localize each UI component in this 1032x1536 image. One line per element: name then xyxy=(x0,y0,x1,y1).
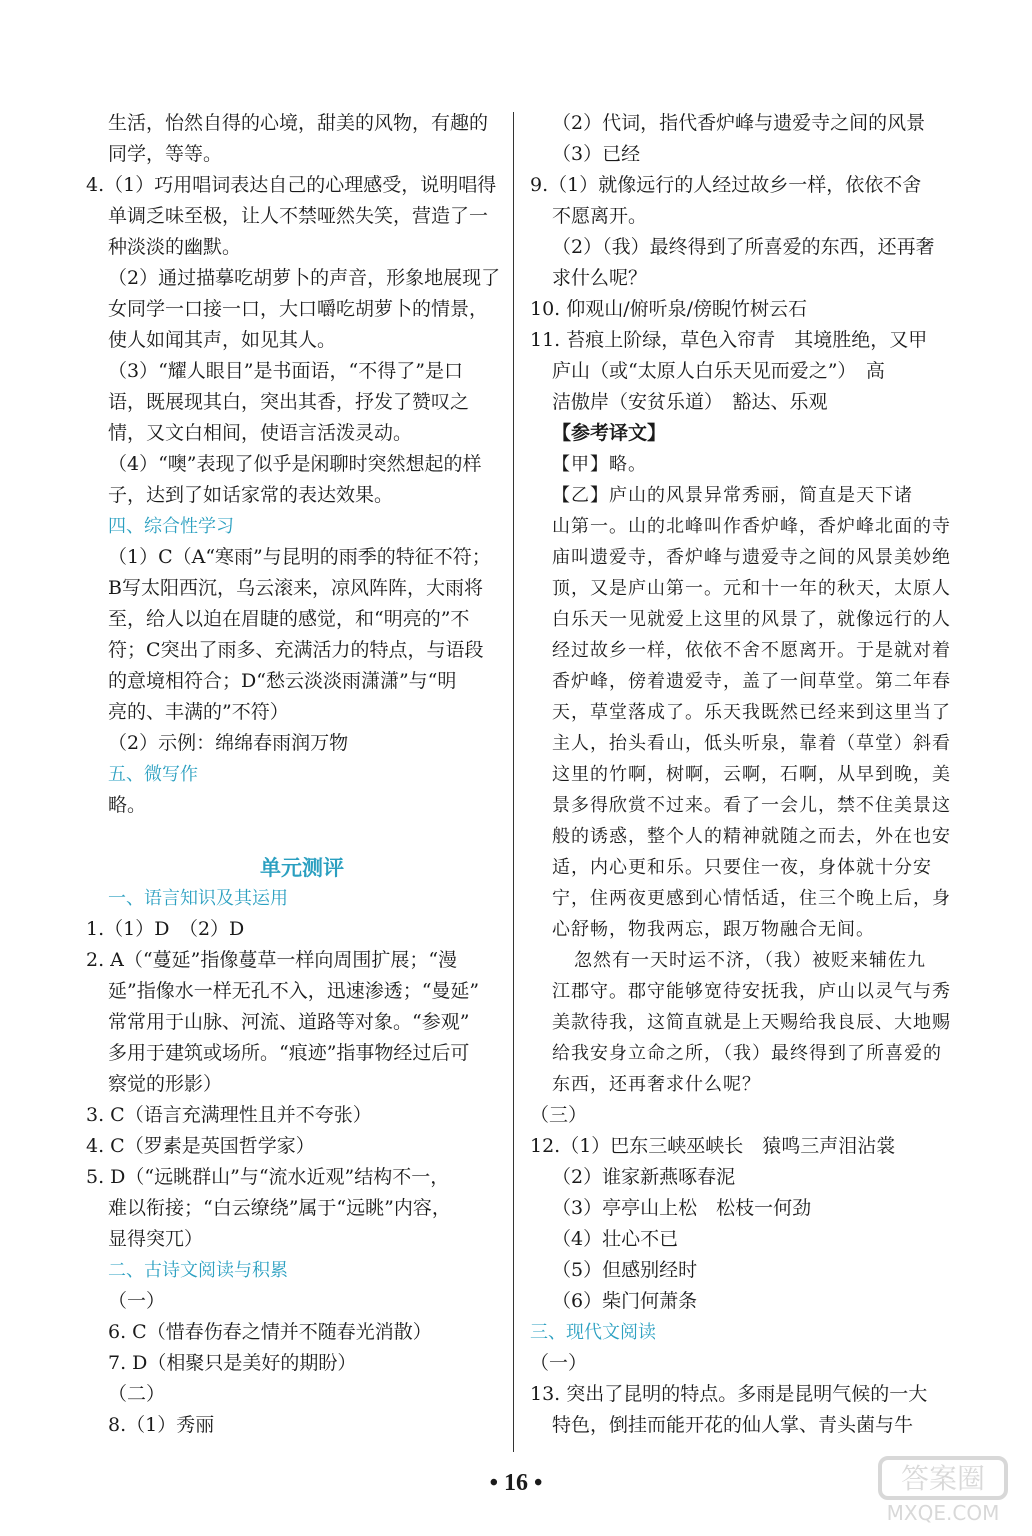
left-text-line: 7. D（相聚只是美好的期盼） xyxy=(108,1352,357,1374)
page-number: • 16 • xyxy=(489,1470,543,1496)
right-text-line: 求什么呢？ xyxy=(552,267,648,289)
right-text-line: （5）但感别经时 xyxy=(552,1259,698,1281)
svg-text:答案圈: 答案圈 xyxy=(900,1462,986,1495)
translation-line: 【甲】略。 xyxy=(552,454,647,475)
section-heading: 四、综合性学习 xyxy=(108,516,234,537)
translation-line: 般的诱惑，整个人的精神就随之而去，外在也安 xyxy=(552,826,951,847)
right-text-line: 特色，倒挂而能开花的仙人掌、青头菌与牛 xyxy=(552,1414,914,1436)
left-text-line: （1）C（A“寒雨”与昆明的雨季的特征不符； xyxy=(108,546,491,568)
left-text-line: 8.（1）秀丽 xyxy=(108,1414,215,1436)
translation-line: 顶，又是庐山第一。元和十一年的秋天，太原人 xyxy=(552,578,951,599)
right-column xyxy=(530,108,951,1441)
left-text-line: 察觉的形影） xyxy=(108,1073,223,1095)
translation-line: 宁，住两夜更感到心情恬适，住三个晚上后，身 xyxy=(552,888,951,909)
left-text-line: 子，达到了如话家常的表达效果。 xyxy=(108,484,394,506)
right-text-line: 12.（1）巴东三峡巫峡长 猿鸣三声泪沾裳 xyxy=(530,1135,896,1157)
left-text-line: 语，既展现其白，突出其香，抒发了赞叹之 xyxy=(108,391,470,413)
left-text-line: 略。 xyxy=(108,794,147,816)
left-text-line: （2）示例：绵绵春雨润万物 xyxy=(108,732,349,754)
left-text-line: 女同学一口接一口，大口嚼吃胡萝卜的情景， xyxy=(108,298,489,320)
right-text-line: （一） xyxy=(530,1352,588,1374)
translation-line: 心舒畅，物我两忘，跟万物融合无间。 xyxy=(552,919,875,940)
right-text-line: （2）代词，指代香炉峰与遗爱寺之间的风景 xyxy=(552,112,926,134)
left-text-line: 显得突兀） xyxy=(108,1228,204,1250)
unit-test-heading: 单元测评 xyxy=(260,855,344,880)
left-text-line: 使人如闻其声，如见其人。 xyxy=(108,329,337,351)
translation-line: 这里的竹啊，树啊，云啊，石啊，从早到晚，美 xyxy=(552,764,951,785)
right-text-line: 10. 仰观山/俯听泉/傍睨竹树云石 xyxy=(530,298,808,320)
left-text-line: 同学，等等。 xyxy=(108,143,223,165)
left-text-line: 4.（1）巧用唱词表达自己的心理感受，说明唱得 xyxy=(86,174,497,196)
svg-text:MXQE.COM: MXQE.COM xyxy=(886,1501,1000,1525)
section-heading: 三、现代文阅读 xyxy=(530,1322,656,1343)
spacer xyxy=(108,821,496,852)
translation-line: 景多得欣赏不过来。看了一会儿，禁不住美景这 xyxy=(552,795,951,816)
left-text-line: B写太阳西沉，乌云滚来，凉风阵阵，大雨将 xyxy=(108,577,483,599)
left-text-line: 2. A（“蔓延”指像蔓草一样向周围扩展；“漫 xyxy=(86,949,458,971)
left-text-line: 单调乏味至极，让人不禁哑然失笑，营造了一 xyxy=(108,205,489,227)
translation-line: 天，草堂落成了。乐天我既然已经来到这里当了 xyxy=(552,702,951,723)
translation-line: 东西，还再奢求什么呢？ xyxy=(552,1074,761,1095)
right-text-line: （2）谁家新燕啄春泥 xyxy=(552,1166,736,1188)
right-text-line: （2）（我）最终得到了所喜爱的东西，还再奢 xyxy=(552,236,935,258)
right-text-line: （6）柴门何萧条 xyxy=(552,1290,698,1312)
translation-line: 白乐天一见就爱上这里的风景了，就像远行的人 xyxy=(552,609,951,630)
translation-line: 江郡守。郡守能够宽待安抚我，庐山以灵气与秀 xyxy=(552,981,951,1002)
left-text-line: 难以衔接；“白云缭绕”属于“远眺”内容， xyxy=(108,1197,451,1219)
left-text-line: 至，给人以迫在眉睫的感觉，和“明亮的”不 xyxy=(108,608,470,630)
section-heading: 五、微写作 xyxy=(108,764,198,785)
right-text-line: （3）已经 xyxy=(552,143,641,165)
left-text-line: 亮的、丰满的”不符） xyxy=(108,701,289,723)
left-text-line: 的意境相符合；D“愁云淡淡雨潇潇”与“明 xyxy=(108,670,457,692)
left-text-line: （3）“耀人眼目”是书面语，“不得了”是口 xyxy=(108,360,463,382)
left-text-line: 5. D（“远眺群山”与“流水近观”结构不一， xyxy=(86,1166,450,1188)
translation-line: 【乙】庐山的风景异常秀丽，简直是天下诸 xyxy=(552,485,913,506)
translation-heading: 【参考译文】 xyxy=(552,422,667,444)
left-text-line: 1.（1）D （2）D xyxy=(86,918,245,940)
left-text-line: （2）通过描摹吃胡萝卜的声音，形象地展现了 xyxy=(108,267,501,289)
left-text-line: （4）“噢”表现了似乎是闲聊时突然想起的样 xyxy=(108,453,482,475)
left-text-line: 情，又文白相间，使语言活泼灵动。 xyxy=(108,422,413,444)
translation-line: 经过故乡一样，依依不舍不愿离开。于是就对着 xyxy=(552,640,951,661)
left-text-line: 种淡淡的幽默。 xyxy=(108,236,242,258)
left-text-line: （一） xyxy=(108,1290,166,1312)
section-heading: 二、古诗文阅读与积累 xyxy=(108,1260,288,1281)
left-text-line: （二） xyxy=(108,1383,166,1405)
right-text-line: （4）壮心不已 xyxy=(552,1228,679,1250)
left-text-line: 生活，怡然自得的心境，甜美的风物，有趣的 xyxy=(108,112,489,134)
right-text-line: （三） xyxy=(530,1104,588,1126)
left-text-line: 常常用于山脉、河流、道路等对象。“参观” xyxy=(108,1011,470,1033)
left-text-line: 延”指像水一样无孔不入，迅速渗透；“曼延” xyxy=(108,980,480,1002)
left-text-line: 4. C（罗素是英国哲学家） xyxy=(86,1135,315,1157)
translation-line: 美款待我，这简直就是上天赐给我良辰、大地赐 xyxy=(552,1012,951,1033)
translation-line: 忽然有一天时运不济，（我）被贬来辅佐九 xyxy=(574,950,926,971)
column-divider xyxy=(513,112,514,1452)
right-text-line: （3）亭亭山上松 松枝一何劲 xyxy=(552,1197,812,1219)
translation-line: 山第一。山的北峰叫作香炉峰，香炉峰北面的寺 xyxy=(552,516,951,537)
watermark-logo xyxy=(878,1454,1008,1526)
right-text-line: 不愿离开。 xyxy=(552,205,648,227)
left-column xyxy=(86,108,501,1441)
translation-line: 适，内心更和乐。只要住一夜，身体就十分安 xyxy=(552,857,932,878)
right-text-line: 11. 苔痕上阶绿，草色入帘青 其境胜绝，又甲 xyxy=(530,329,928,351)
translation-line: 庙叫遗爱寺，香炉峰与遗爱寺之间的风景美妙绝 xyxy=(552,547,951,568)
section-heading: 一、语言知识及其运用 xyxy=(108,888,288,909)
translation-line: 给我安身立命之所，（我）最终得到了所喜爱的 xyxy=(552,1043,942,1064)
right-text-line: 9.（1）就像远行的人经过故乡一样，依依不舍 xyxy=(530,174,922,196)
left-text-line: 符；C突出了雨多、充满活力的特点，与语段 xyxy=(108,639,484,661)
right-text-line: 洁傲岸（安贫乐道） 豁达、乐观 xyxy=(552,391,828,413)
left-text-line: 3. C（语言充满理性且并不夸张） xyxy=(86,1104,372,1126)
right-text-line: 13. 突出了昆明的特点。多雨是昆明气候的一大 xyxy=(530,1383,928,1405)
translation-line: 香炉峰，傍着遗爱寺，盖了一间草堂。第二年春 xyxy=(552,671,951,692)
left-text-line: 6. C（惜春伤春之情并不随春光消散） xyxy=(108,1321,432,1343)
translation-line: 主人，抬头看山，低头听泉，靠着（草堂）斜看 xyxy=(552,733,951,754)
right-text-line: 庐山（或“太原人白乐天见而爱之”） 高 xyxy=(552,360,885,382)
left-text-line: 多用于建筑或场所。“痕迹”指事物经过后可 xyxy=(108,1042,470,1064)
